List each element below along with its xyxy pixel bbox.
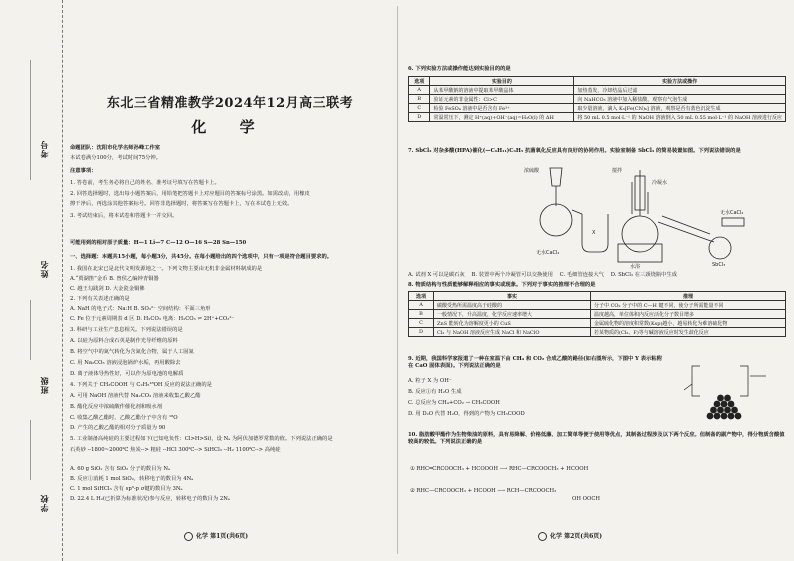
q9-line: C. 总反应为 CH₄+CO₂ → CH₃COOH	[408, 400, 500, 406]
q9-line: D. 用 D₂O 代替 H₂O，得到的产物为 CH₃COOD	[408, 411, 525, 417]
table-cell: 检验 FeSO₄ 溶液中是否含有 Fe³⁺	[430, 104, 574, 113]
reaction-2-groups: OH OOCH	[572, 496, 601, 502]
page-one-line: 2. 回答选择题时，选出每小题答案后，用铅笔把答题卡上对应题目的答案标号涂黑。如需改动，用橡皮	[70, 191, 310, 197]
diagram-label: 冷凝水	[652, 180, 668, 186]
table-header: 推理	[591, 292, 786, 301]
table-row	[409, 301, 786, 310]
receiver-flask	[709, 237, 731, 259]
page-one-line: C. Fe 位于元素周期表 d 区 D. H₂CO₃ 电离：H₂CO₃ ⇌ 2H⁺+CO₃²⁻	[70, 316, 235, 322]
reaction-2: ② RHC—CRCOOCH₃ + HCOOH ⟶ RCH—CRCOOCH₃	[410, 488, 557, 494]
page-one-line: C. 1 mol SiHCl₃ 含有 sp³-p σ键的数目为 3Nₐ	[70, 486, 183, 492]
q7-title: 7. SbCl₃ 对杂多酸(HPA)催化(—C₆H₁₁)C₆H₅ 抗菌氧化反应具有良好的协同作用。实验室制备 SbCl₃ 的简易装置如图。下列说法错误的是	[408, 148, 741, 154]
page-one-line: 擦干净后，再选涂其他答案标号。回答非选择题时，将答案写在答题卡上，写在本试卷上无效。	[70, 201, 293, 207]
table-cell: D	[409, 113, 430, 122]
diagram-label: SbCl₃	[712, 262, 726, 268]
table-cell: ZnS 能转化为溶解度更小的 CuS	[434, 319, 591, 328]
table-row	[409, 113, 786, 122]
gutter-label-name: 姓名	[39, 260, 49, 278]
dropping-funnel	[550, 168, 562, 186]
table-header-row	[409, 292, 786, 301]
table-cell: 将 50 mL 0.5 mol·L⁻¹ 的 NaOH 溶液倒入 50 mL 0.55 mol·L⁻¹ 的 NaOH 溶液进行反应	[574, 113, 786, 122]
three-neck-flask	[622, 216, 658, 252]
diagram-label: 浓硫酸	[524, 168, 540, 174]
table-cell: 分子中 CO₂ 分子中的 C—H 键不同，使分子所需能量不同	[591, 301, 786, 310]
option-a: A. 试剂 X 可以是碳石灰	[408, 272, 465, 278]
binding-gutter	[0, 0, 63, 561]
gutter-line	[30, 420, 31, 480]
table-cell: 温度越高，单位体积内反应活化分子数目增多	[591, 310, 786, 319]
table-cell: 常温常压下，测定 H⁺(aq)+OH⁻(aq)=H₂O(l) 的 ΔH	[430, 113, 574, 122]
water-bath	[618, 244, 662, 262]
gutter-line	[30, 300, 31, 360]
logo-icon	[184, 532, 193, 541]
q7-options	[408, 272, 786, 279]
page-one-line: 石英砂 --1800~2000℃ 焦炭--> 粗硅 --HCl 300℃--> SiHCl₃ --H₂ 1100℃--> 高纯硅	[70, 447, 281, 453]
page-one-line: 5. 工业制备高纯硅的主要过程如下(已知电负性：Cl>H>Si)，设 Nₐ 为阿伏加德罗常数的值。下列说法正确的是	[70, 436, 333, 442]
page-one-line: B. 反应①消耗 1 mol SiO₂，转移电子的数目为 4Nₐ	[70, 476, 194, 482]
table-cell: 向 NaHCO₃ 溶液中加入稀盐酸，观察有气泡生成	[574, 95, 786, 104]
table-cell: Cl₂ 与 NaOH 溶液反应生成 NaCl 和 NaClO	[434, 328, 591, 337]
gutter-label-class: 班级	[39, 376, 49, 394]
gutter-label-id: 考号	[39, 140, 49, 158]
table-row	[409, 104, 786, 113]
diagram-label: 无水CaCl₂	[720, 210, 744, 216]
page-one-line: B. 将空气中的氮气转化为含氮化合物，属于人工固氮	[70, 349, 194, 355]
option-c: C. 毛细管连接大气	[559, 272, 604, 278]
catalyst-mechanism-diagram	[670, 356, 786, 426]
table-row	[409, 86, 786, 95]
page-two-footer: 化学 第2页(共6页)	[538, 531, 602, 541]
table-row	[409, 95, 786, 104]
page-one-line: A. 可用 NaOH 溶液代替 Na₂CO₃ 溶液来收集乙酸乙酯	[70, 393, 201, 399]
q8-title: 8. 物质结构与性质能够解释相应的事实或现象。下列对于事实的推理不合理的是	[408, 282, 596, 288]
table-cell: 验证元素的非金属性：Cl>C	[430, 95, 574, 104]
table-cell: C	[409, 104, 430, 113]
table-row	[409, 310, 786, 319]
page-one-line: C. 用 Na₂CO₃ 溶液浸泡锅炉水垢，再用酸除去	[70, 360, 181, 366]
page-one-line: C. 收集乙酸乙酯时，乙酸乙酯分子中含有 ¹⁸O	[70, 415, 178, 421]
table-header: 选项	[409, 77, 430, 86]
gutter-line	[30, 60, 31, 180]
page-one-line: 3. 考试结束后，将本试卷和答题卡一并交回。	[70, 213, 178, 219]
option-b: B. 装置中两个冷凝管可以交换使用	[471, 272, 553, 278]
table-header: 实验目的	[430, 77, 574, 86]
table-cell: B	[409, 310, 434, 319]
page-one	[66, 0, 394, 561]
drying-tube	[722, 218, 744, 226]
distill-condenser	[662, 216, 710, 234]
q8-table	[408, 291, 786, 337]
diagram-label: X	[592, 230, 596, 236]
page-one-line: C. 越王勾践剑 D. 大金瓷金铜佛	[70, 286, 145, 292]
exam-title: 东北三省精准教学2024年12月高三联考	[106, 96, 354, 111]
page-one-line: 本试卷满分100分，考试时间75分钟。	[70, 155, 162, 161]
exam-subject: 化 学	[191, 118, 269, 136]
gutter-label-school: 学校	[39, 494, 49, 512]
table-header: 事实	[434, 292, 591, 301]
table-cell: 金属硫化物的溶度积常数(Ksp)越小，越易转化为难溶硫化物	[591, 319, 786, 328]
q10-line: 10. 脂肪酸甲酯作为生物柴油的原料，具有易降解、价格低廉、加工简单等便于使用等优点，其制备过程涉及以下两个反应。但制备的副产物中，得分物质含酸值较高的较低。下列说法正确的是	[408, 432, 785, 445]
table-cell: B	[409, 95, 430, 104]
page-one-line: 注意事项：	[70, 168, 97, 174]
table-header: 实验方法或操作	[574, 77, 786, 86]
q9-line: B. 反应①有 H₂O 生成	[408, 389, 462, 395]
table-row	[409, 328, 786, 337]
page-one-line: 1. 答卷前，考生务必将自己的姓名、准考证号填写在答题卡上。	[70, 180, 220, 186]
page-one-line: A. 以硅为原料合成石英是制作光导纤维的原料	[70, 338, 178, 344]
page-divider	[397, 6, 398, 554]
q9-line: 9. 近期，我国科学家报道了一种在室温下由 CH₄ 和 CO₂ 合成乙酸的路径(如右图所示，下图中 Y 表示粘附在 CaO 固体表面)。下列说法正确的是	[408, 356, 662, 369]
table-header-row	[409, 77, 786, 86]
table-cell: 若某物质的(Cl₂、F)等与碱溶液反应时发生歧化反应	[591, 328, 786, 337]
table-cell: 一般情况下，升高温度，化学反应速率增大	[434, 310, 591, 319]
reaction-1: ① RHC═CRCOOCH₃ + HCOOOH ⟶ RHC—CRCOOCH₃ + HCOOH	[410, 466, 589, 472]
diagram-label: 水浴	[630, 264, 641, 270]
page-one-line: A. NaH 的电子式：Na:H B. SO₃²⁻ 空间结构：平面三角形	[70, 306, 211, 312]
page-one-line: 可能用到的相对原子质量：H—1 Li—7 C—12 O—16 S—28 Sn—150	[70, 240, 247, 246]
page-one-line: D. 22.4 L H₂(已折算为标准状况)参与反应，转移电子的数目为 2Nₐ	[70, 496, 230, 502]
page-one-line: 一、选择题：本题共15小题，每小题3分，共45分。在每小题给出的四个选项中，只有一项是符合题目要求的。	[70, 254, 333, 260]
page-one-line: 1. 我国在北宋已是北代文明发源地之一。下列文物主要由无机非金属材料制成的是	[70, 266, 263, 272]
table-row	[409, 319, 786, 328]
table-cell: A	[409, 86, 430, 95]
page-one-line: D. 离子液体导热性好，可以作为原电池的电解质	[70, 371, 184, 377]
table-header: 选项	[409, 292, 434, 301]
table-cell: 从苯甲酸钠的溶液中提取苯甲酸晶体	[430, 86, 574, 95]
logo-icon	[538, 532, 547, 541]
page-two	[402, 0, 788, 561]
q9-line: A. 粒子 X 为 OH⁻	[408, 378, 452, 384]
table-cell: D	[409, 328, 434, 337]
page-one-line: D. 产生的乙酸乙酯的相对分子质量为 90	[70, 425, 166, 431]
diagram-label: 搅拌	[612, 168, 623, 174]
table-cell: 取少量溶液，滴入 K₃[Fe(CN)₆] 溶液，观察是否有蓝色沉淀生成	[574, 104, 786, 113]
option-d: D. SbCl₃ 在三颈烧瓶中生成	[610, 272, 678, 278]
reaction-flask	[540, 204, 572, 236]
table-cell: 碳酸受热所需温度高于硅酸的	[434, 301, 591, 310]
table-cell: 加热蒸发，冷却结晶后过滤	[574, 86, 786, 95]
table-cell: A	[409, 301, 434, 310]
page-one-line: 命题团队：沈阳市化学名师孙峰工作室	[70, 145, 161, 151]
page-one-line: B. 酯化反应中浓硫酸作催化剂和吸水剂	[70, 404, 163, 410]
apparatus-diagram	[522, 162, 752, 270]
diagram-label: 无水CaCl₂	[536, 250, 560, 256]
page-one-line: 3. 科研与工业生产息息相关。下列说法错误的是	[70, 327, 183, 333]
page-one-line: 4. 下列关于 CH₃COOH 与 C₂H₅¹⁸OH 反应的说法正确的是	[70, 382, 212, 388]
page-one-line: A. 60 g SiO₂ 含有 SiO₂ 分子的数目为 Nₐ	[70, 466, 171, 472]
page-one-footer: 化学 第1页(共6页)	[184, 531, 248, 541]
q6-table	[408, 76, 786, 122]
page-one-line: 2. 下列有关表述正确的是	[70, 296, 130, 302]
q6-title: 6. 下列实验方法或操作能达到实验目的的是	[408, 66, 511, 72]
table-cell: C	[409, 319, 434, 328]
page-one-line: A.“贾湖笛”金币 B. 曾侯乙编钟青铜器	[70, 276, 159, 282]
